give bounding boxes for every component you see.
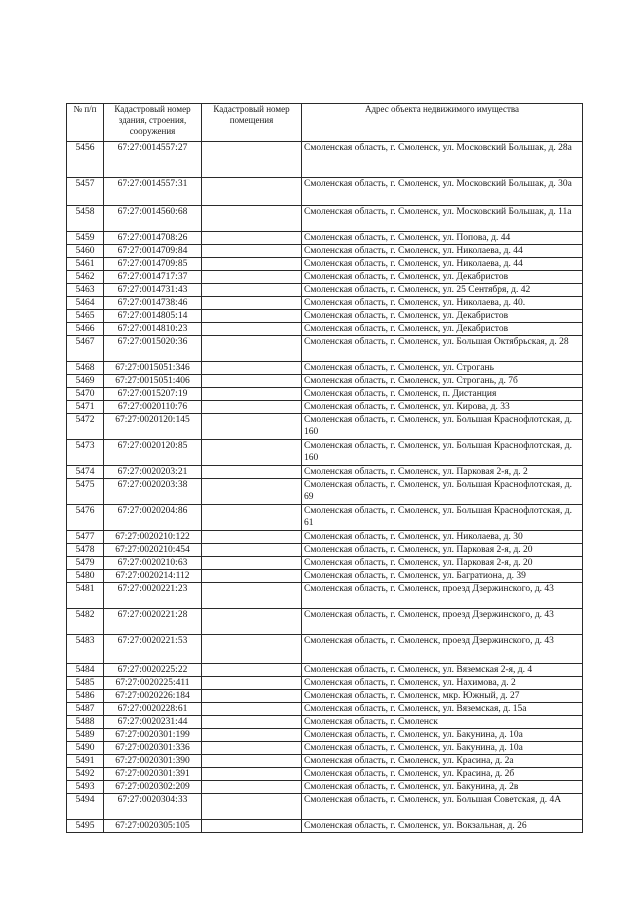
table-row	[67, 729, 583, 742]
header-number: № п/п	[67, 104, 104, 142]
property-address: Смоленская область, г. Смоленск, ул. Большая Краснофлотская, д. 160	[302, 440, 583, 466]
room-cadastral-number	[202, 258, 302, 271]
property-address: Смоленская область, г. Смоленск, ул. Декабристов	[302, 310, 583, 323]
table-row	[67, 401, 583, 414]
table-row	[67, 742, 583, 755]
building-cadastral-number: 67:27:0020301:390	[104, 755, 202, 768]
row-number: 5463	[67, 284, 104, 297]
row-number: 5471	[67, 401, 104, 414]
row-number: 5479	[67, 557, 104, 570]
room-cadastral-number	[202, 297, 302, 310]
building-cadastral-number: 67:27:0015207:19	[104, 388, 202, 401]
building-cadastral-number: 67:27:0020221:23	[104, 583, 202, 609]
room-cadastral-number	[202, 466, 302, 479]
table-row	[67, 232, 583, 245]
table-row	[67, 310, 583, 323]
table-row	[67, 531, 583, 544]
property-address: Смоленская область, г. Смоленск, ул. Строгань	[302, 362, 583, 375]
table-row	[67, 505, 583, 531]
building-cadastral-number: 67:27:0014709:85	[104, 258, 202, 271]
building-cadastral-number: 67:27:0020301:391	[104, 768, 202, 781]
row-number: 5464	[67, 297, 104, 310]
row-number: 5474	[67, 466, 104, 479]
room-cadastral-number	[202, 570, 302, 583]
property-address: Смоленская область, г. Смоленск	[302, 716, 583, 729]
room-cadastral-number	[202, 729, 302, 742]
table-row	[67, 755, 583, 768]
row-number: 5468	[67, 362, 104, 375]
table-row	[67, 635, 583, 664]
room-cadastral-number	[202, 716, 302, 729]
property-address: Смоленская область, г. Смоленск, ул. Нахимова, д. 2	[302, 677, 583, 690]
building-cadastral-number: 67:27:0014557:31	[104, 178, 202, 206]
table-row	[67, 716, 583, 729]
row-number: 5470	[67, 388, 104, 401]
building-cadastral-number: 67:27:0020225:22	[104, 664, 202, 677]
room-cadastral-number	[202, 677, 302, 690]
table-row	[67, 609, 583, 635]
property-address: Смоленская область, г. Смоленск, ул. Николаева, д. 44	[302, 258, 583, 271]
room-cadastral-number	[202, 401, 302, 414]
row-number: 5490	[67, 742, 104, 755]
table-row	[67, 271, 583, 284]
row-number: 5484	[67, 664, 104, 677]
room-cadastral-number	[202, 755, 302, 768]
row-number: 5456	[67, 142, 104, 178]
register-table	[66, 103, 583, 833]
room-cadastral-number	[202, 245, 302, 258]
room-cadastral-number	[202, 742, 302, 755]
table-row	[67, 794, 583, 820]
building-cadastral-number: 67:27:0015051:346	[104, 362, 202, 375]
property-address: Смоленская область, г. Смоленск, ул. Парковая 2-я, д. 2	[302, 466, 583, 479]
table-header	[67, 104, 583, 142]
building-cadastral-number: 67:27:0020301:199	[104, 729, 202, 742]
building-cadastral-number: 67:27:0020210:122	[104, 531, 202, 544]
row-number: 5473	[67, 440, 104, 466]
room-cadastral-number	[202, 178, 302, 206]
row-number: 5466	[67, 323, 104, 336]
property-address: Смоленская область, г. Смоленск, ул. Большая Краснофлотская, д. 160	[302, 414, 583, 440]
table-row	[67, 336, 583, 362]
property-address: Смоленская область, г. Смоленск, п. Дистанция	[302, 388, 583, 401]
table-row	[67, 466, 583, 479]
property-address: Смоленская область, г. Смоленск, проезд Дзержинского, д. 43	[302, 609, 583, 635]
row-number: 5491	[67, 755, 104, 768]
property-address: Смоленская область, г. Смоленск, ул. Большая Советская, д. 4А	[302, 794, 583, 820]
property-address: Смоленская область, г. Смоленск, ул. Московский Большак, д. 28а	[302, 142, 583, 178]
room-cadastral-number	[202, 505, 302, 531]
room-cadastral-number	[202, 310, 302, 323]
building-cadastral-number: 67:27:0014557:27	[104, 142, 202, 178]
building-cadastral-number: 67:27:0015020:36	[104, 336, 202, 362]
property-address: Смоленская область, г. Смоленск, ул. Вокзальная, д. 26	[302, 820, 583, 833]
room-cadastral-number	[202, 440, 302, 466]
property-address: Смоленская область, г. Смоленск, ул. Багратиона, д. 39	[302, 570, 583, 583]
row-number: 5461	[67, 258, 104, 271]
table-row	[67, 820, 583, 833]
room-cadastral-number	[202, 690, 302, 703]
table-row	[67, 362, 583, 375]
table-row	[67, 703, 583, 716]
building-cadastral-number: 67:27:0020110:76	[104, 401, 202, 414]
table-row	[67, 388, 583, 401]
table-row	[67, 142, 583, 178]
row-number: 5495	[67, 820, 104, 833]
room-cadastral-number	[202, 362, 302, 375]
room-cadastral-number	[202, 820, 302, 833]
room-cadastral-number	[202, 794, 302, 820]
property-address: Смоленская область, г. Смоленск, ул. Николаева, д. 40.	[302, 297, 583, 310]
row-number: 5493	[67, 781, 104, 794]
table-row	[67, 583, 583, 609]
table-row	[67, 206, 583, 232]
property-address: Смоленская область, г. Смоленск, ул. Большая Октябрьская, д. 28	[302, 336, 583, 362]
property-address: Смоленская область, г. Смоленск, ул. Кирова, д. 33	[302, 401, 583, 414]
property-address: Смоленская область, г. Смоленск, ул. Декабристов	[302, 271, 583, 284]
room-cadastral-number	[202, 703, 302, 716]
building-cadastral-number: 67:27:0014731:43	[104, 284, 202, 297]
property-address: Смоленская область, г. Смоленск, ул. Большая Краснофлотская, д. 61	[302, 505, 583, 531]
building-cadastral-number: 67:27:0020228:61	[104, 703, 202, 716]
row-number: 5486	[67, 690, 104, 703]
room-cadastral-number	[202, 323, 302, 336]
property-address: Смоленская область, г. Смоленск, ул. Парковая 2-я, д. 20	[302, 557, 583, 570]
table-row	[67, 284, 583, 297]
row-number: 5489	[67, 729, 104, 742]
table-row	[67, 440, 583, 466]
building-cadastral-number: 67:27:0014708:26	[104, 232, 202, 245]
table-row	[67, 297, 583, 310]
room-cadastral-number	[202, 479, 302, 505]
building-cadastral-number: 67:27:0020225:411	[104, 677, 202, 690]
room-cadastral-number	[202, 544, 302, 557]
table-row	[67, 479, 583, 505]
row-number: 5480	[67, 570, 104, 583]
property-address: Смоленская область, г. Смоленск, ул. Вяземская 2-я, д. 4	[302, 664, 583, 677]
room-cadastral-number	[202, 664, 302, 677]
table-row	[67, 570, 583, 583]
room-cadastral-number	[202, 142, 302, 178]
building-cadastral-number: 67:27:0014738:46	[104, 297, 202, 310]
building-cadastral-number: 67:27:0020221:28	[104, 609, 202, 635]
table-row	[67, 544, 583, 557]
row-number: 5488	[67, 716, 104, 729]
table-row	[67, 664, 583, 677]
room-cadastral-number	[202, 557, 302, 570]
building-cadastral-number: 67:27:0014709:84	[104, 245, 202, 258]
property-address: Смоленская область, г. Смоленск, ул. Московский Большак, д. 11а	[302, 206, 583, 232]
building-cadastral-number: 67:27:0020120:145	[104, 414, 202, 440]
row-number: 5467	[67, 336, 104, 362]
property-address: Смоленская область, г. Смоленск, ул. Николаева, д. 44	[302, 245, 583, 258]
property-address: Смоленская область, г. Смоленск, проезд Дзержинского, д. 43	[302, 635, 583, 664]
building-cadastral-number: 67:27:0020221:53	[104, 635, 202, 664]
property-address: Смоленская область, г. Смоленск, ул. Вяземская, д. 15а	[302, 703, 583, 716]
table-row	[67, 245, 583, 258]
building-cadastral-number: 67:27:0020302:209	[104, 781, 202, 794]
table-body	[67, 142, 583, 833]
table-row	[67, 677, 583, 690]
building-cadastral-number: 67:27:0020120:85	[104, 440, 202, 466]
building-cadastral-number: 67:27:0015051:406	[104, 375, 202, 388]
room-cadastral-number	[202, 271, 302, 284]
row-number: 5460	[67, 245, 104, 258]
row-number: 5477	[67, 531, 104, 544]
building-cadastral-number: 67:27:0014717:37	[104, 271, 202, 284]
room-cadastral-number	[202, 414, 302, 440]
property-address: Смоленская область, г. Смоленск, мкр. Южный, д. 27	[302, 690, 583, 703]
property-address: Смоленская область, г. Смоленск, ул. Парковая 2-я, д. 20	[302, 544, 583, 557]
room-cadastral-number	[202, 609, 302, 635]
property-address: Смоленская область, г. Смоленск, ул. Московский Большак, д. 30а	[302, 178, 583, 206]
table-row	[67, 375, 583, 388]
row-number: 5478	[67, 544, 104, 557]
row-number: 5483	[67, 635, 104, 664]
table-row	[67, 768, 583, 781]
table-row	[67, 323, 583, 336]
row-number: 5487	[67, 703, 104, 716]
table-row	[67, 557, 583, 570]
row-number: 5494	[67, 794, 104, 820]
building-cadastral-number: 67:27:0020226:184	[104, 690, 202, 703]
room-cadastral-number	[202, 635, 302, 664]
property-address: Смоленская область, г. Смоленск, ул. Красина, д. 2б	[302, 768, 583, 781]
row-number: 5481	[67, 583, 104, 609]
property-address: Смоленская область, г. Смоленск, ул. Бакунина, д. 2в	[302, 781, 583, 794]
table-row	[67, 690, 583, 703]
property-address: Смоленская область, г. Смоленск, ул. Строгань, д. 7б	[302, 375, 583, 388]
table-row	[67, 258, 583, 271]
room-cadastral-number	[202, 583, 302, 609]
row-number: 5485	[67, 677, 104, 690]
property-address: Смоленская область, г. Смоленск, ул. Попова, д. 44	[302, 232, 583, 245]
row-number: 5482	[67, 609, 104, 635]
building-cadastral-number: 67:27:0020203:38	[104, 479, 202, 505]
property-address: Смоленская область, г. Смоленск, ул. 25 Сентября, д. 42	[302, 284, 583, 297]
room-cadastral-number	[202, 781, 302, 794]
row-number: 5476	[67, 505, 104, 531]
row-number: 5469	[67, 375, 104, 388]
property-address: Смоленская область, г. Смоленск, ул. Красина, д. 2а	[302, 755, 583, 768]
row-number: 5459	[67, 232, 104, 245]
building-cadastral-number: 67:27:0014560:68	[104, 206, 202, 232]
property-address: Смоленская область, г. Смоленск, ул. Николаева, д. 30	[302, 531, 583, 544]
room-cadastral-number	[202, 388, 302, 401]
row-number: 5472	[67, 414, 104, 440]
header-room-cadastral: Кадастровый номер помещения	[202, 104, 302, 142]
building-cadastral-number: 67:27:0020214:112	[104, 570, 202, 583]
property-address: Смоленская область, г. Смоленск, ул. Большая Краснофлотская, д. 69	[302, 479, 583, 505]
row-number: 5457	[67, 178, 104, 206]
building-cadastral-number: 67:27:0014805:14	[104, 310, 202, 323]
row-number: 5475	[67, 479, 104, 505]
building-cadastral-number: 67:27:0014810:23	[104, 323, 202, 336]
room-cadastral-number	[202, 375, 302, 388]
room-cadastral-number	[202, 531, 302, 544]
table-row	[67, 414, 583, 440]
room-cadastral-number	[202, 206, 302, 232]
row-number: 5458	[67, 206, 104, 232]
table-row	[67, 178, 583, 206]
row-number: 5465	[67, 310, 104, 323]
row-number: 5492	[67, 768, 104, 781]
building-cadastral-number: 67:27:0020203:21	[104, 466, 202, 479]
building-cadastral-number: 67:27:0020231:44	[104, 716, 202, 729]
room-cadastral-number	[202, 336, 302, 362]
property-address: Смоленская область, г. Смоленск, ул. Бакунина, д. 10а	[302, 729, 583, 742]
table-row	[67, 781, 583, 794]
header-building-cadastral: Кадастровый номер здания, строения, сооружения	[104, 104, 202, 142]
property-address: Смоленская область, г. Смоленск, проезд Дзержинского, д. 43	[302, 583, 583, 609]
header-address: Адрес объекта недвижимого имущества	[302, 104, 583, 142]
row-number: 5462	[67, 271, 104, 284]
room-cadastral-number	[202, 284, 302, 297]
property-address: Смоленская область, г. Смоленск, ул. Декабристов	[302, 323, 583, 336]
property-address: Смоленская область, г. Смоленск, ул. Бакунина, д. 10а	[302, 742, 583, 755]
building-cadastral-number: 67:27:0020301:336	[104, 742, 202, 755]
building-cadastral-number: 67:27:0020210:454	[104, 544, 202, 557]
building-cadastral-number: 67:27:0020305:105	[104, 820, 202, 833]
building-cadastral-number: 67:27:0020210:63	[104, 557, 202, 570]
room-cadastral-number	[202, 232, 302, 245]
building-cadastral-number: 67:27:0020204:86	[104, 505, 202, 531]
room-cadastral-number	[202, 768, 302, 781]
building-cadastral-number: 67:27:0020304:33	[104, 794, 202, 820]
